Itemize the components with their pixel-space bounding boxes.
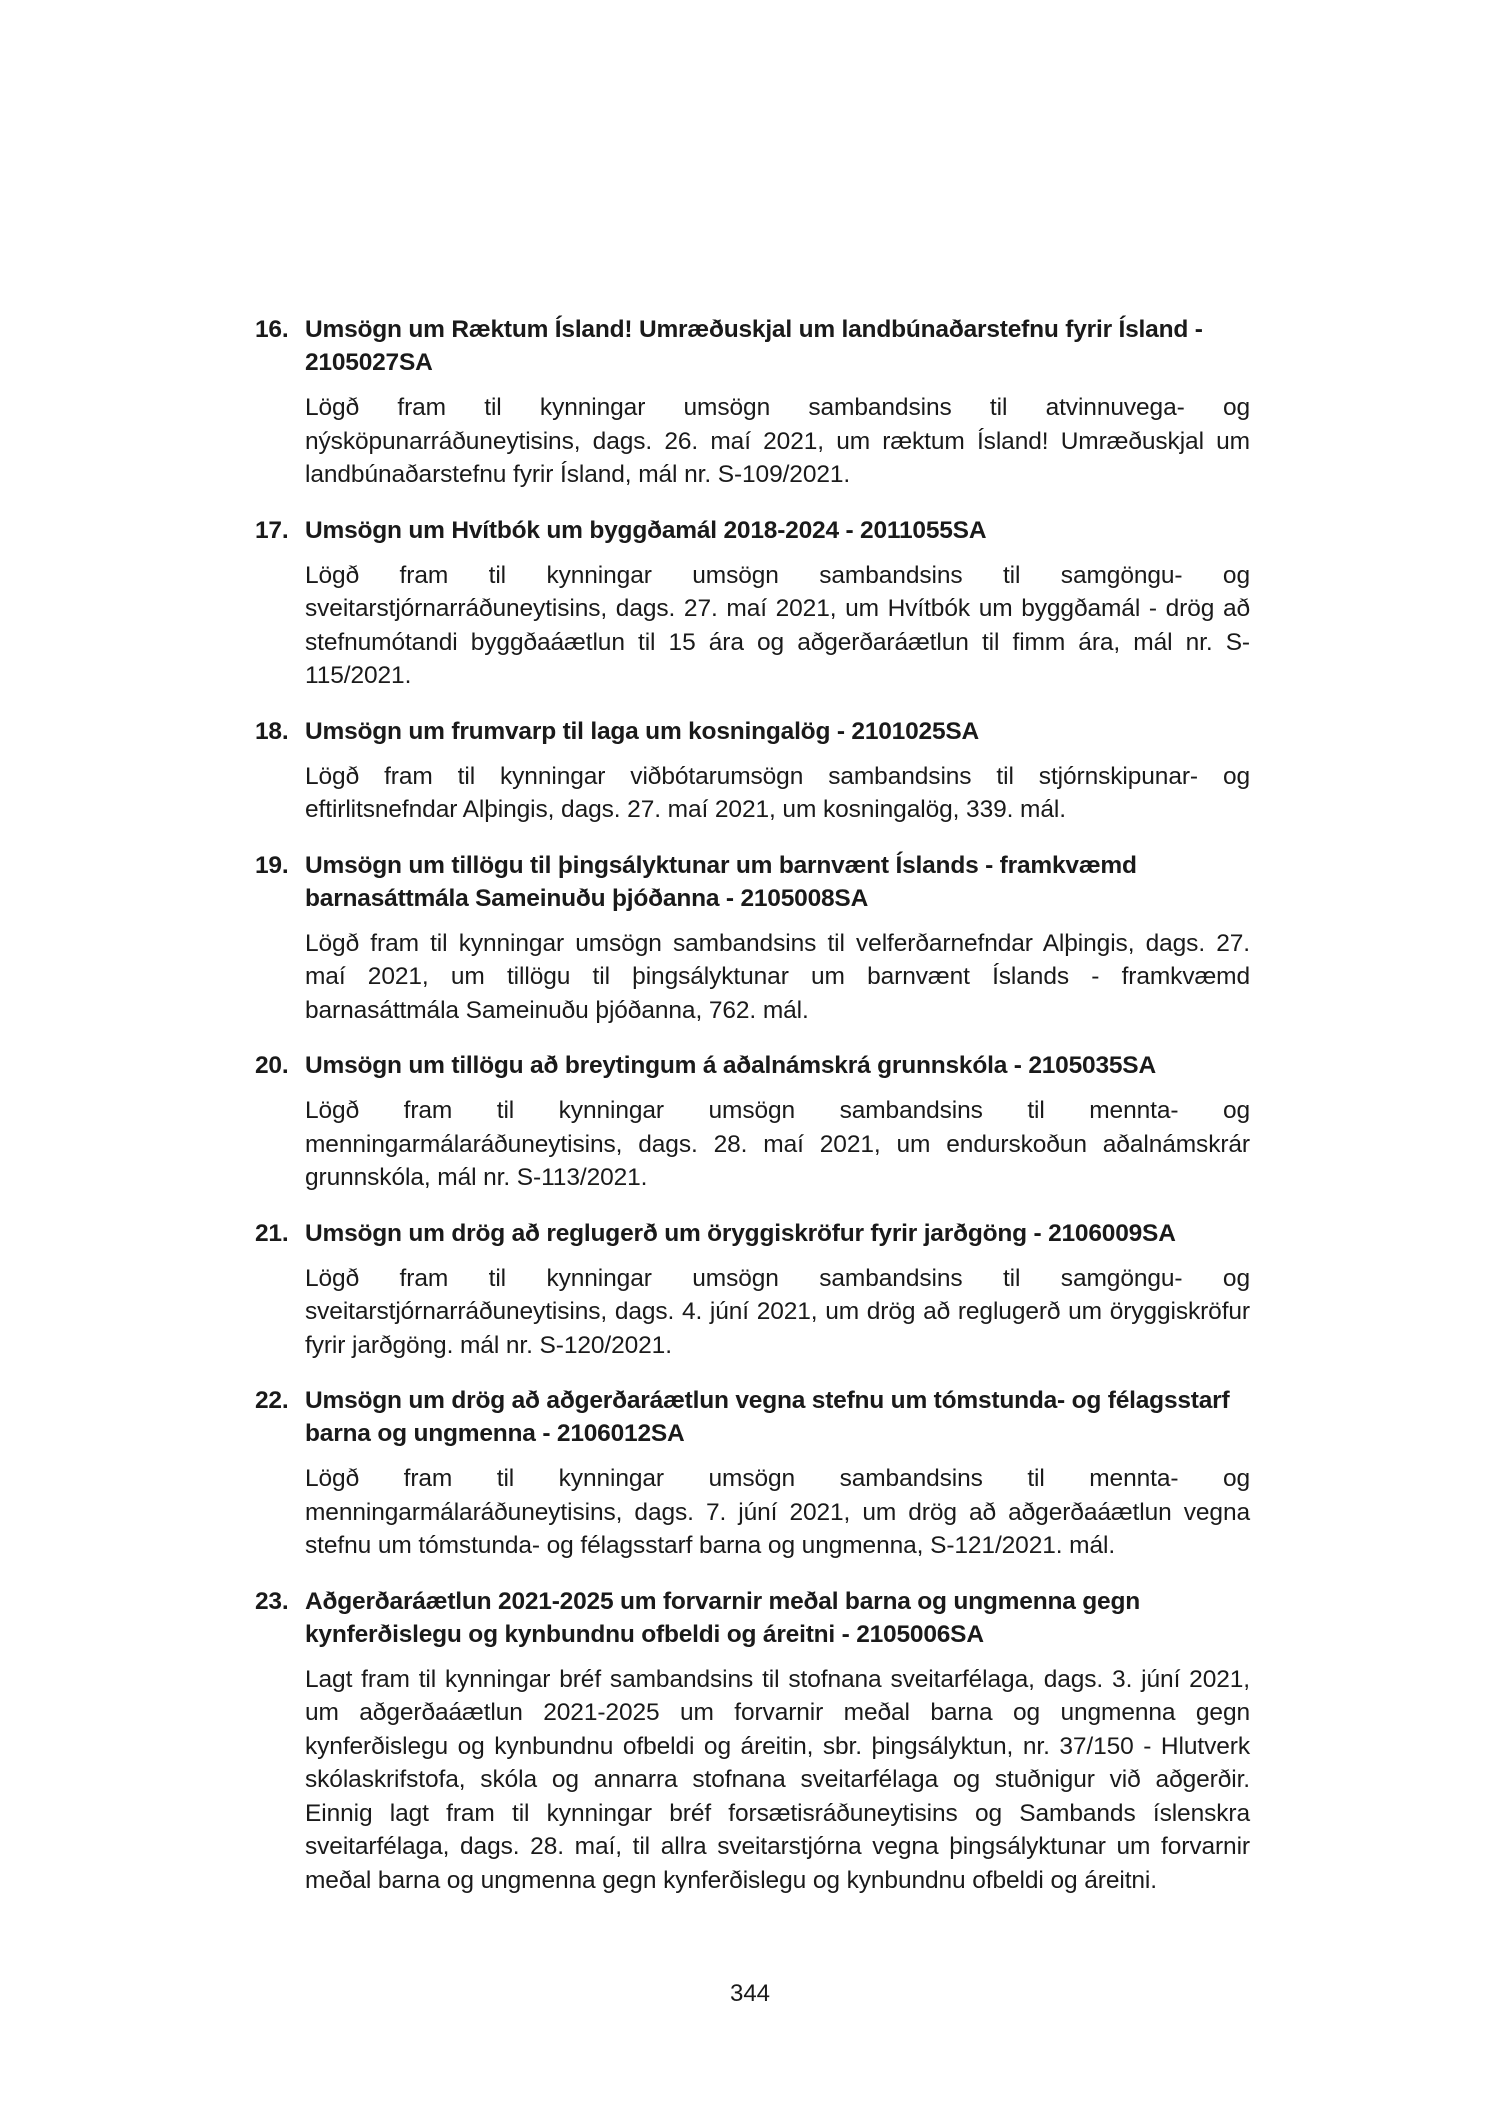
agenda-item-heading — [255, 514, 1250, 547]
agenda-item-18 — [255, 715, 1250, 827]
agenda-item-body: Lagt fram til kynningar bréf sambandsins til stofnana sveitarfélaga, dags. 3. júní 2021, um aðgerðaáætlun 2021-2025 um forvarnir meðal barna og ungmenna gegn kynferðislegu og kynbundnu ofbeldi og áreitin, sbr. þingsályktun, nr. 37/150 - Hlutverk skólaskrifstofa, skóla og annarra stofnana sveitarfélaga og stuðnigur við aðgerðir. Einnig lagt fram til kynningar bréf forsætisráðuneytisins og Sambands íslenskra sveitarfélaga, dags. 28. maí, til allra sveitarstjórna vegna þingsályktunar um forvarnir meðal barna og ungmenna gegn kynferðislegu og kynbundnu ofbeldi og áreitni. — [305, 1665, 1250, 1894]
agenda-item-title: Umsögn um drög að aðgerðaráætlun vegna stefnu um tómstunda- og félagsstarf barna og ungmenna - 2106012SA — [305, 1387, 1230, 1447]
agenda-item-body: Lögð fram til kynningar umsögn sambandsins til samgöngu- og sveitarstjórnarráðuneytisins, dags. 4. júní 2021, um drög að reglugerð um öryggiskröfur fyrir jarðgöng. mál nr. S-120/2021. — [305, 1264, 1250, 1359]
page-number: 344 — [729, 1980, 771, 2007]
agenda-item-heading — [255, 313, 1250, 379]
agenda-item-title: Umsögn um tillögu til þingsályktunar um barnvænt Íslands - framkvæmd barnasáttmála Sameinuðu þjóðanna - 2105008SA — [305, 851, 1137, 912]
agenda-item-heading — [255, 849, 1250, 915]
agenda-item-title: Umsögn um Hvítbók um byggðamál 2018-2024 - 2011055SA — [305, 516, 987, 544]
agenda-item-heading — [255, 1585, 1250, 1651]
agenda-item-number: 16. — [255, 316, 289, 343]
agenda-item-heading — [255, 1217, 1250, 1250]
agenda-item-number: 18. — [255, 717, 289, 745]
agenda-item-20 — [255, 1049, 1250, 1195]
agenda-item-number: 21. — [255, 1219, 289, 1247]
agenda-item-body: Lögð fram til kynningar viðbótarumsögn sambandsins til stjórnskipunar- og eftirlitsnefndar Alþingis, dags. 27. maí 2021, um kosningalög, 339. mál. — [305, 762, 1250, 823]
agenda-item-body: Lögð fram til kynningar umsögn sambandsins til samgöngu- og sveitarstjórnarráðuneytisins, dags. 27. maí 2021, um Hvítbók um byggðamál - drög að stefnumótandi byggðaáætlun til 15 ára og aðgerðaráætlun til fimm ára, mál nr. S-115/2021. — [305, 561, 1250, 689]
agenda-item-22 — [255, 1384, 1250, 1563]
agenda-item-number: 23. — [255, 1587, 289, 1615]
agenda-item-body: Lögð fram til kynningar umsögn sambandsins til velferðarnefndar Alþingis, dags. 27. maí 2021, um tillögu til þingsályktunar um barnvænt Íslands - framkvæmd barnasáttmála Sameinuðu þjóðanna, 762. mál. — [305, 929, 1250, 1024]
agenda-item-number: 19. — [255, 851, 289, 879]
agenda-item-title: Umsögn um tillögu að breytingum á aðalnámskrá grunnskóla - 2105035SA — [305, 1052, 1156, 1079]
agenda-item-heading — [255, 1049, 1250, 1082]
agenda-item-16 — [255, 313, 1250, 492]
agenda-item-title: Umsögn um frumvarp til laga um kosningalög - 2101025SA — [305, 717, 980, 745]
agenda-item-heading — [255, 1384, 1250, 1450]
agenda-item-body: Lögð fram til kynningar umsögn sambandsins til atvinnuvega- og nýsköpunarráðuneytisins, dags. 26. maí 2021, um ræktum Ísland! Umræðuskjal um landbúnaðarstefnu fyrir Ísland, mál nr. S-109/2021. — [305, 394, 1250, 488]
agenda-item-body: Lögð fram til kynningar umsögn sambandsins til mennta- og menningarmálaráðuneytisins, dags. 7. júní 2021, um drög að aðgerðaáætlun vegna stefnu um tómstunda- og félagsstarf barna og ungmenna, S-121/2021. mál. — [305, 1465, 1250, 1559]
agenda-item-body: Lögð fram til kynningar umsögn sambandsins til mennta- og menningarmálaráðuneytisins, dags. 28. maí 2021, um endurskoðun aðalnámskrár grunnskóla, mál nr. S-113/2021. — [305, 1097, 1250, 1191]
agenda-item-number: 22. — [255, 1387, 289, 1414]
agenda-item-21 — [255, 1217, 1250, 1363]
agenda-item-number: 17. — [255, 516, 289, 544]
agenda-list — [255, 313, 1250, 1919]
agenda-item-title: Umsögn um drög að reglugerð um öryggiskröfur fyrir jarðgöng - 2106009SA — [305, 1219, 1176, 1247]
agenda-item-17 — [255, 514, 1250, 693]
agenda-item-23 — [255, 1585, 1250, 1898]
agenda-item-title: Umsögn um Ræktum Ísland! Umræðuskjal um landbúnaðarstefnu fyrir Ísland - 2105027SA — [305, 316, 1203, 376]
agenda-item-heading — [255, 715, 1250, 748]
agenda-item-title: Aðgerðaráætlun 2021-2025 um forvarnir meðal barna og ungmenna gegn kynferðislegu og kynbundnu ofbeldi og áreitni - 2105006SA — [305, 1587, 1140, 1648]
agenda-item-number: 20. — [255, 1052, 289, 1079]
agenda-item-19 — [255, 849, 1250, 1028]
